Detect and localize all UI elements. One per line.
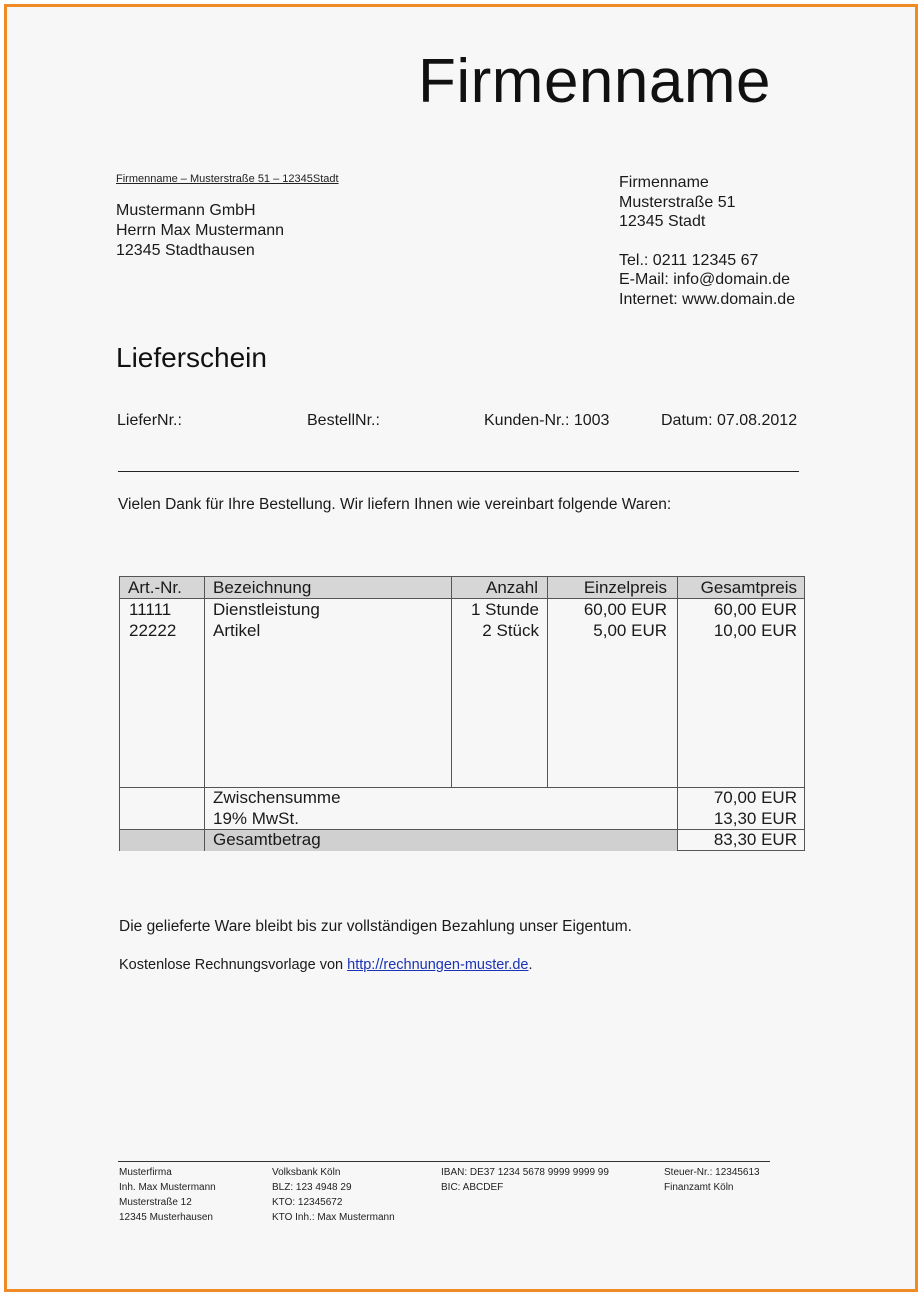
recipient-company: Mustermann GmbH [116, 202, 256, 219]
footer-tax-number: Steuer-Nr.: 12345613 [664, 1167, 760, 1178]
items-table [119, 576, 805, 851]
divider [118, 471, 799, 472]
footer-blz: BLZ: 123 4948 29 [272, 1182, 352, 1193]
document-date: Datum: 07.08.2012 [661, 412, 798, 429]
template-note-suffix: . [528, 957, 533, 973]
row-unit-price: 5,00 EUR [593, 621, 667, 640]
footer-city: 12345 Musterhausen [119, 1212, 213, 1223]
footer-owner: Inh. Max Mustermann [119, 1182, 216, 1193]
footer-company [119, 1165, 216, 1225]
recipient-person: Herrn Max Mustermann [116, 222, 285, 239]
row-quantity: 1 Stunde [470, 600, 539, 619]
tax-value: 13,30 EUR [713, 809, 797, 828]
row-unit-price: 60,00 EUR [583, 600, 667, 619]
row-total-price: 10,00 EUR [713, 621, 797, 640]
header-unit-price: Einzelpreis [583, 578, 667, 597]
contact-phone: Tel.: 0211 12345 67 [619, 251, 759, 269]
header-total-price: Gesamtpreis [700, 578, 797, 597]
subtotal-value: 70,00 EUR [713, 788, 797, 807]
template-link[interactable]: http://rechnungen-muster.de [347, 957, 529, 973]
template-note [119, 957, 533, 973]
contact-email: E-Mail: info@domain.de [619, 271, 790, 288]
contact-city: 12345 Stadt [619, 213, 706, 230]
intro-text: Vielen Dank für Ihre Bestellung. Wir liefern Ihnen wie vereinbart folgende Waren: [118, 496, 672, 513]
sender-return-address: Firmenname – Musterstraße 51 – 12345Stadt [116, 173, 339, 185]
customer-number: Kunden-Nr.: 1003 [484, 412, 610, 429]
company-title: Firmenname [418, 47, 771, 116]
total-label: Gesamtbetrag [213, 830, 321, 849]
table-header [120, 577, 804, 599]
recipient-city: 12345 Stadthausen [116, 242, 255, 259]
order-number: BestellNr.: [307, 412, 380, 429]
row-article-number: 22222 [129, 621, 177, 640]
footer-bic: BIC: ABCDEF [441, 1182, 504, 1193]
footer-iban-value: IBAN: DE37 1234 5678 9999 9999 99 [441, 1167, 609, 1178]
contact-street: Musterstraße 51 [619, 193, 736, 211]
footer-divider [118, 1161, 770, 1162]
row-quantity: 2 Stück [482, 621, 539, 640]
row-description: Dienstleistung [213, 600, 320, 619]
tax-label: 19% MwSt. [213, 809, 299, 828]
header-quantity: Anzahl [486, 578, 538, 597]
header-article-number: Art.-Nr. [128, 578, 182, 597]
total-value: 83,30 EUR [713, 830, 797, 849]
contact-block [619, 173, 795, 309]
footer-account-holder: KTO Inh.: Max Mustermann [272, 1212, 395, 1223]
footer-tax-office: Finanzamt Köln [664, 1182, 734, 1193]
document-title: Lieferschein [116, 342, 267, 373]
row-description: Artikel [213, 621, 261, 640]
row-total-price: 60,00 EUR [713, 600, 797, 619]
recipient-address [116, 201, 284, 261]
footer-bank-name: Volksbank Köln [272, 1167, 341, 1178]
footer-account: KTO: 12345672 [272, 1197, 343, 1208]
footer-company-name: Musterfirma [119, 1167, 172, 1178]
footer-tax [664, 1165, 760, 1195]
contact-name: Firmenname [619, 174, 709, 191]
template-note-prefix: Kostenlose Rechnungsvorlage von [119, 957, 348, 973]
contact-website: Internet: www.domain.de [619, 290, 796, 308]
row-article-number: 11111 [129, 600, 172, 619]
footer-iban [441, 1165, 609, 1195]
ownership-note: Die gelieferte Ware bleibt bis zur vollständigen Bezahlung unser Eigentum. [119, 918, 632, 935]
footer-bank [272, 1165, 395, 1225]
delivery-number: LieferNr.: [117, 412, 182, 429]
subtotal-label: Zwischensumme [213, 788, 341, 807]
footer-street: Musterstraße 12 [119, 1197, 192, 1208]
header-description: Bezeichnung [213, 578, 312, 597]
